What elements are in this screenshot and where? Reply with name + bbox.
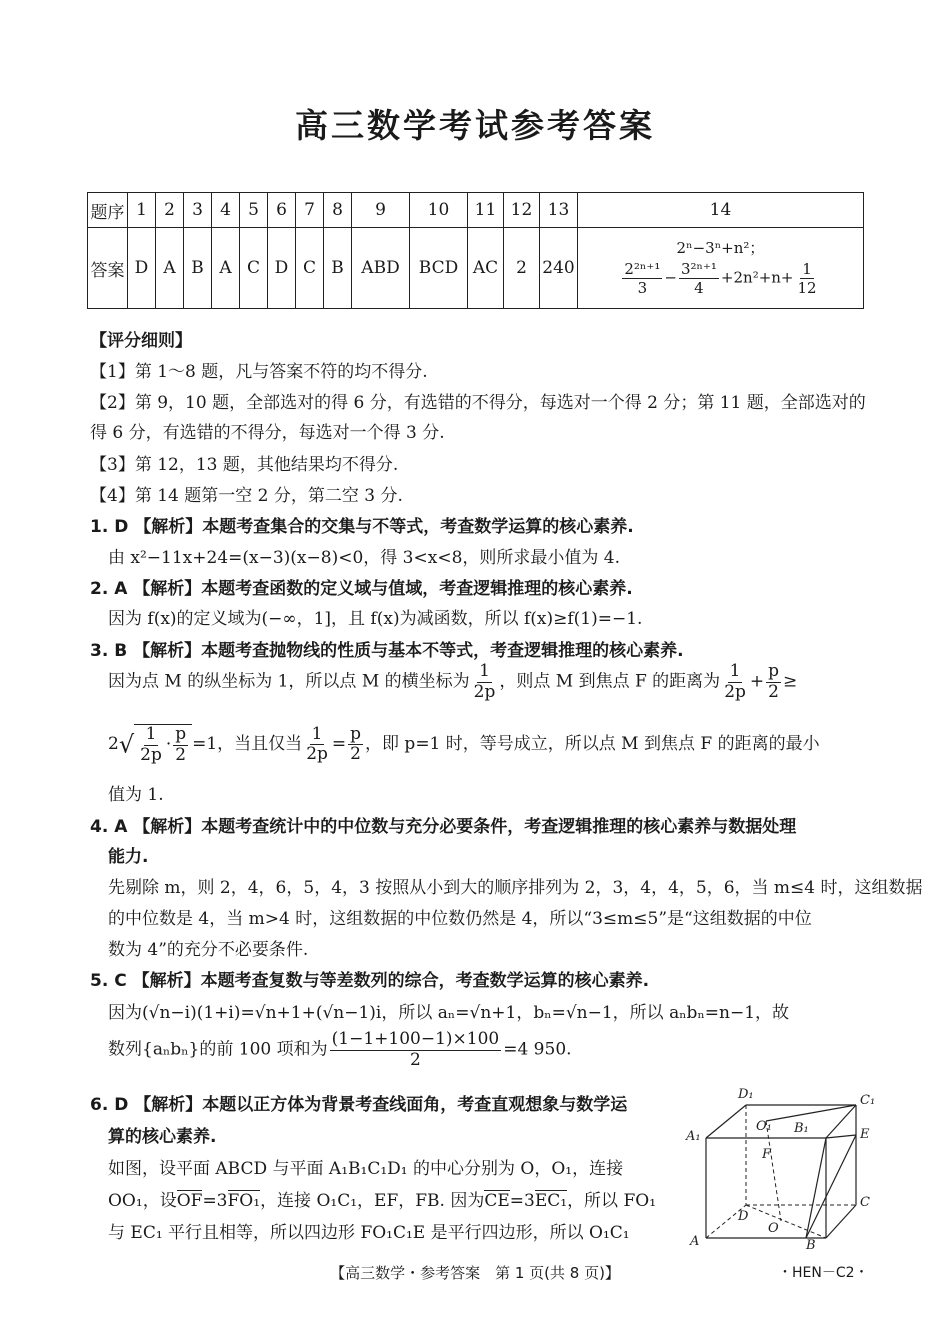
text: OO₁，设 [108, 1191, 177, 1211]
label-B: B [806, 1238, 816, 1250]
q6-heading: 6. D 【解析】本题以正方体为背景考查线面角，考查直观想象与数学运 [90, 1095, 628, 1115]
q5-body-2 [108, 1030, 572, 1070]
exam-code: ・HEN－C2・ [778, 1265, 869, 1281]
q-number: 5 [240, 193, 268, 228]
q-number: 12 [504, 193, 540, 228]
vector: FO₁ [227, 1191, 261, 1211]
denominator: 2p [473, 681, 496, 702]
sqrt-sign: √ [118, 730, 135, 759]
q-number: 13 [540, 193, 578, 228]
edge-BC [826, 1205, 856, 1238]
numerator: 1 [802, 260, 812, 278]
q4-body-1: 先剔除 m，则 2，4，6，5，4，3 按照从小到大的顺序排列为 2，3，4，4，5，6，当 m≤4 时，这组数据 [108, 878, 923, 898]
q4-body-2: 的中位数是 4，当 m>4 时，这组数据的中位数仍然是 4，所以“3≤m≤5”是“这组数据的中位 [108, 909, 812, 929]
denominator: 2p [724, 681, 746, 702]
answer-table [87, 192, 864, 309]
q-number: 8 [324, 193, 352, 228]
text: =4 950. [503, 1039, 572, 1060]
denominator: 2 [768, 681, 779, 702]
text: ，所以 FO₁ [567, 1191, 657, 1211]
numerator: 1 [729, 661, 741, 681]
answer-cell: D [128, 228, 156, 309]
q5-body-1: 因为(√n−i)(1+i)=√n+1+(√n−1)i，所以 aₙ=√n+1，bₙ=√n−1，所以 aₙbₙ=n−1，故 [108, 1003, 790, 1023]
q4-body-3: 数为 4”的充分不必要条件. [108, 940, 309, 960]
operator: = [331, 734, 347, 755]
q6-body-3: 与 EC₁ 平行且相等，所以四边形 FO₁C₁E 是平行四边形，所以 O₁C₁ [108, 1223, 630, 1243]
q-number: 6 [268, 193, 296, 228]
page-title: 高三数学考试参考答案 [295, 106, 655, 145]
numerator: 3²ⁿ⁺¹ [680, 260, 717, 278]
text: 数列{aₙbₙ}的前 100 项和为 [108, 1039, 328, 1060]
numerator: (1−1+100−1)×100 [331, 1029, 500, 1049]
rule-3: 【3】第 12，13 题，其他结果均不得分. [90, 455, 399, 475]
rule-4: 【4】第 14 题第一空 2 分，第二空 3 分. [90, 486, 403, 506]
table-answer-row [88, 228, 864, 309]
q2-heading: 2. A 【解析】本题考查函数的定义域与值域，考查逻辑推理的核心素养. [90, 579, 633, 599]
q-number: 1 [128, 193, 156, 228]
text: ，即 p=1 时，等号成立，所以点 M 到焦点 F 的距离的最小 [365, 734, 820, 755]
label-A1: A₁ [686, 1129, 701, 1144]
q14-first-answer: 2ⁿ−3ⁿ+n²； [676, 239, 765, 257]
q14-second-answer [578, 260, 863, 297]
segment-FE [826, 1135, 856, 1138]
q14-fraction [622, 260, 662, 297]
q14-fraction [796, 260, 819, 297]
denominator: 2 [350, 744, 361, 765]
cube-figure [678, 1080, 878, 1250]
q6-heading-cont: 算的核心素养. [108, 1127, 217, 1147]
label-E: E [860, 1127, 870, 1142]
numerator: p [350, 723, 362, 744]
fraction [348, 725, 363, 765]
page-footer: 【高三数学・参考答案 第 1 页(共 8 页)】 [330, 1264, 620, 1282]
q1-heading: 1. D 【解析】本题考查集合的交集与不等式，考查数学运算的核心素养. [90, 517, 634, 537]
segment-FB [806, 1138, 826, 1238]
operator: − [664, 268, 677, 287]
text: =3 [202, 1191, 228, 1211]
q-number: 14 [578, 193, 864, 228]
segment-OO1-hidden [766, 1121, 781, 1221]
q14-fraction [679, 260, 719, 297]
text: ，连接 O₁C₁，EF，FB. 因为 [260, 1191, 485, 1211]
segment-EB [806, 1135, 856, 1238]
answer-cell: B [184, 228, 212, 309]
q-number: 10 [410, 193, 468, 228]
label-O: O [768, 1221, 779, 1236]
operator: · [165, 734, 172, 755]
label-B1: B₁ [794, 1121, 809, 1136]
fraction [138, 725, 164, 765]
label-F: F [762, 1147, 772, 1162]
answer-cell: D [268, 228, 296, 309]
numerator: p [175, 724, 187, 744]
q1-body: 由 x²−11x+24=(x−3)(x−8)<0，得 3<x<8，则所求最小值为 4. [108, 548, 621, 568]
numerator: 1 [311, 723, 323, 744]
vector: EC₁ [534, 1191, 568, 1211]
label-A: A [690, 1234, 700, 1249]
answer-cell-14 [578, 228, 864, 309]
text: ，则点 M 到焦点 F 的距离为 [499, 671, 721, 692]
answer-cell: 2 [504, 228, 540, 309]
fraction [330, 1030, 502, 1070]
text: 因为点 M 的纵坐标为 1，所以点 M 的横坐标为 [108, 671, 470, 692]
answer-label: 答案 [88, 228, 128, 309]
q5-heading: 5. C 【解析】本题考查复数与等差数列的综合，考查数学运算的核心素养. [90, 971, 650, 991]
operator: ≥ [783, 671, 798, 692]
numerator: 2²ⁿ⁺¹ [624, 260, 661, 278]
denominator: 2p [306, 744, 328, 765]
denominator: 4 [694, 279, 704, 297]
table-header-row [88, 193, 864, 228]
answer-cell: C [296, 228, 324, 309]
denominator: 2p [140, 744, 162, 765]
answer-cell: BCD [410, 228, 468, 309]
fraction [304, 725, 330, 765]
answer-cell: A [212, 228, 240, 309]
q-number: 3 [184, 193, 212, 228]
text: 2 [108, 734, 119, 755]
denominator: 2 [175, 744, 187, 765]
denominator: 2 [410, 1049, 421, 1070]
answer-cell: C [240, 228, 268, 309]
q-number: 2 [156, 193, 184, 228]
text: =1，当且仅当 [192, 734, 303, 755]
vector: CE [484, 1191, 510, 1211]
q-number: 7 [296, 193, 324, 228]
answer-cell: ABD [352, 228, 410, 309]
rule-1: 【1】第 1～8 题，凡与答案不符的均不得分. [90, 362, 428, 382]
q4-heading: 4. A 【解析】本题考查统计中的中位数与充分必要条件，考查逻辑推理的核心素养与数据处理 [90, 817, 797, 837]
fraction [722, 662, 748, 702]
denominator: 12 [797, 279, 817, 297]
rule-2: 【2】第 9，10 题，全部选对的得 6 分，有选错的不得分，每选对一个得 2 分；第 11 题，全部选对的 [90, 393, 866, 413]
answer-cell: B [324, 228, 352, 309]
q3-heading: 3. B 【解析】本题考查抛物线的性质与基本不等式，考查逻辑推理的核心素养. [90, 641, 684, 661]
q6-body-1: 如图，设平面 ABCD 与平面 A₁B₁C₁D₁ 的中心分别为 O，O₁，连接 [108, 1159, 624, 1179]
numerator: p [768, 661, 780, 681]
edge-A1D1 [706, 1105, 746, 1138]
q3-line-1 [108, 662, 797, 702]
q-number: 11 [468, 193, 504, 228]
denominator: 3 [637, 279, 648, 297]
label-O1: O₁ [756, 1119, 772, 1134]
fraction [173, 725, 188, 765]
sqrt-body [134, 724, 192, 765]
operator: + [749, 671, 765, 692]
q2-body: 因为 f(x)的定义域为(−∞，1]，且 f(x)为减函数，所以 f(x)≥f(1)=−1. [108, 609, 643, 629]
numerator: 1 [145, 724, 157, 744]
answer-cell: 240 [540, 228, 578, 309]
answer-cell: AC [468, 228, 504, 309]
vector: OF [176, 1191, 203, 1211]
label-C: C [860, 1195, 870, 1210]
numerator: 1 [479, 661, 490, 681]
header-label: 题序 [88, 193, 128, 228]
q4-heading-cont: 能力. [108, 847, 149, 867]
q3-line-2 [108, 724, 820, 765]
fraction [472, 662, 498, 702]
q-number: 9 [352, 193, 410, 228]
expression-text: +2n²+n+ [720, 268, 794, 287]
q3-line-3: 值为 1. [108, 785, 164, 805]
rule-2-cont: 得 6 分，有选错的不得分，每选对一个得 3 分. [90, 423, 445, 443]
fraction [766, 662, 781, 702]
rules-heading: 【评分细则】 [90, 331, 192, 351]
text: =3 [509, 1191, 535, 1211]
answer-cell: A [156, 228, 184, 309]
label-C1: C₁ [860, 1093, 876, 1108]
label-D1: D₁ [738, 1087, 754, 1102]
q6-body-2 [108, 1186, 656, 1211]
segment-O1C1 [766, 1105, 856, 1121]
q-number: 4 [212, 193, 240, 228]
label-D: D [738, 1209, 749, 1224]
